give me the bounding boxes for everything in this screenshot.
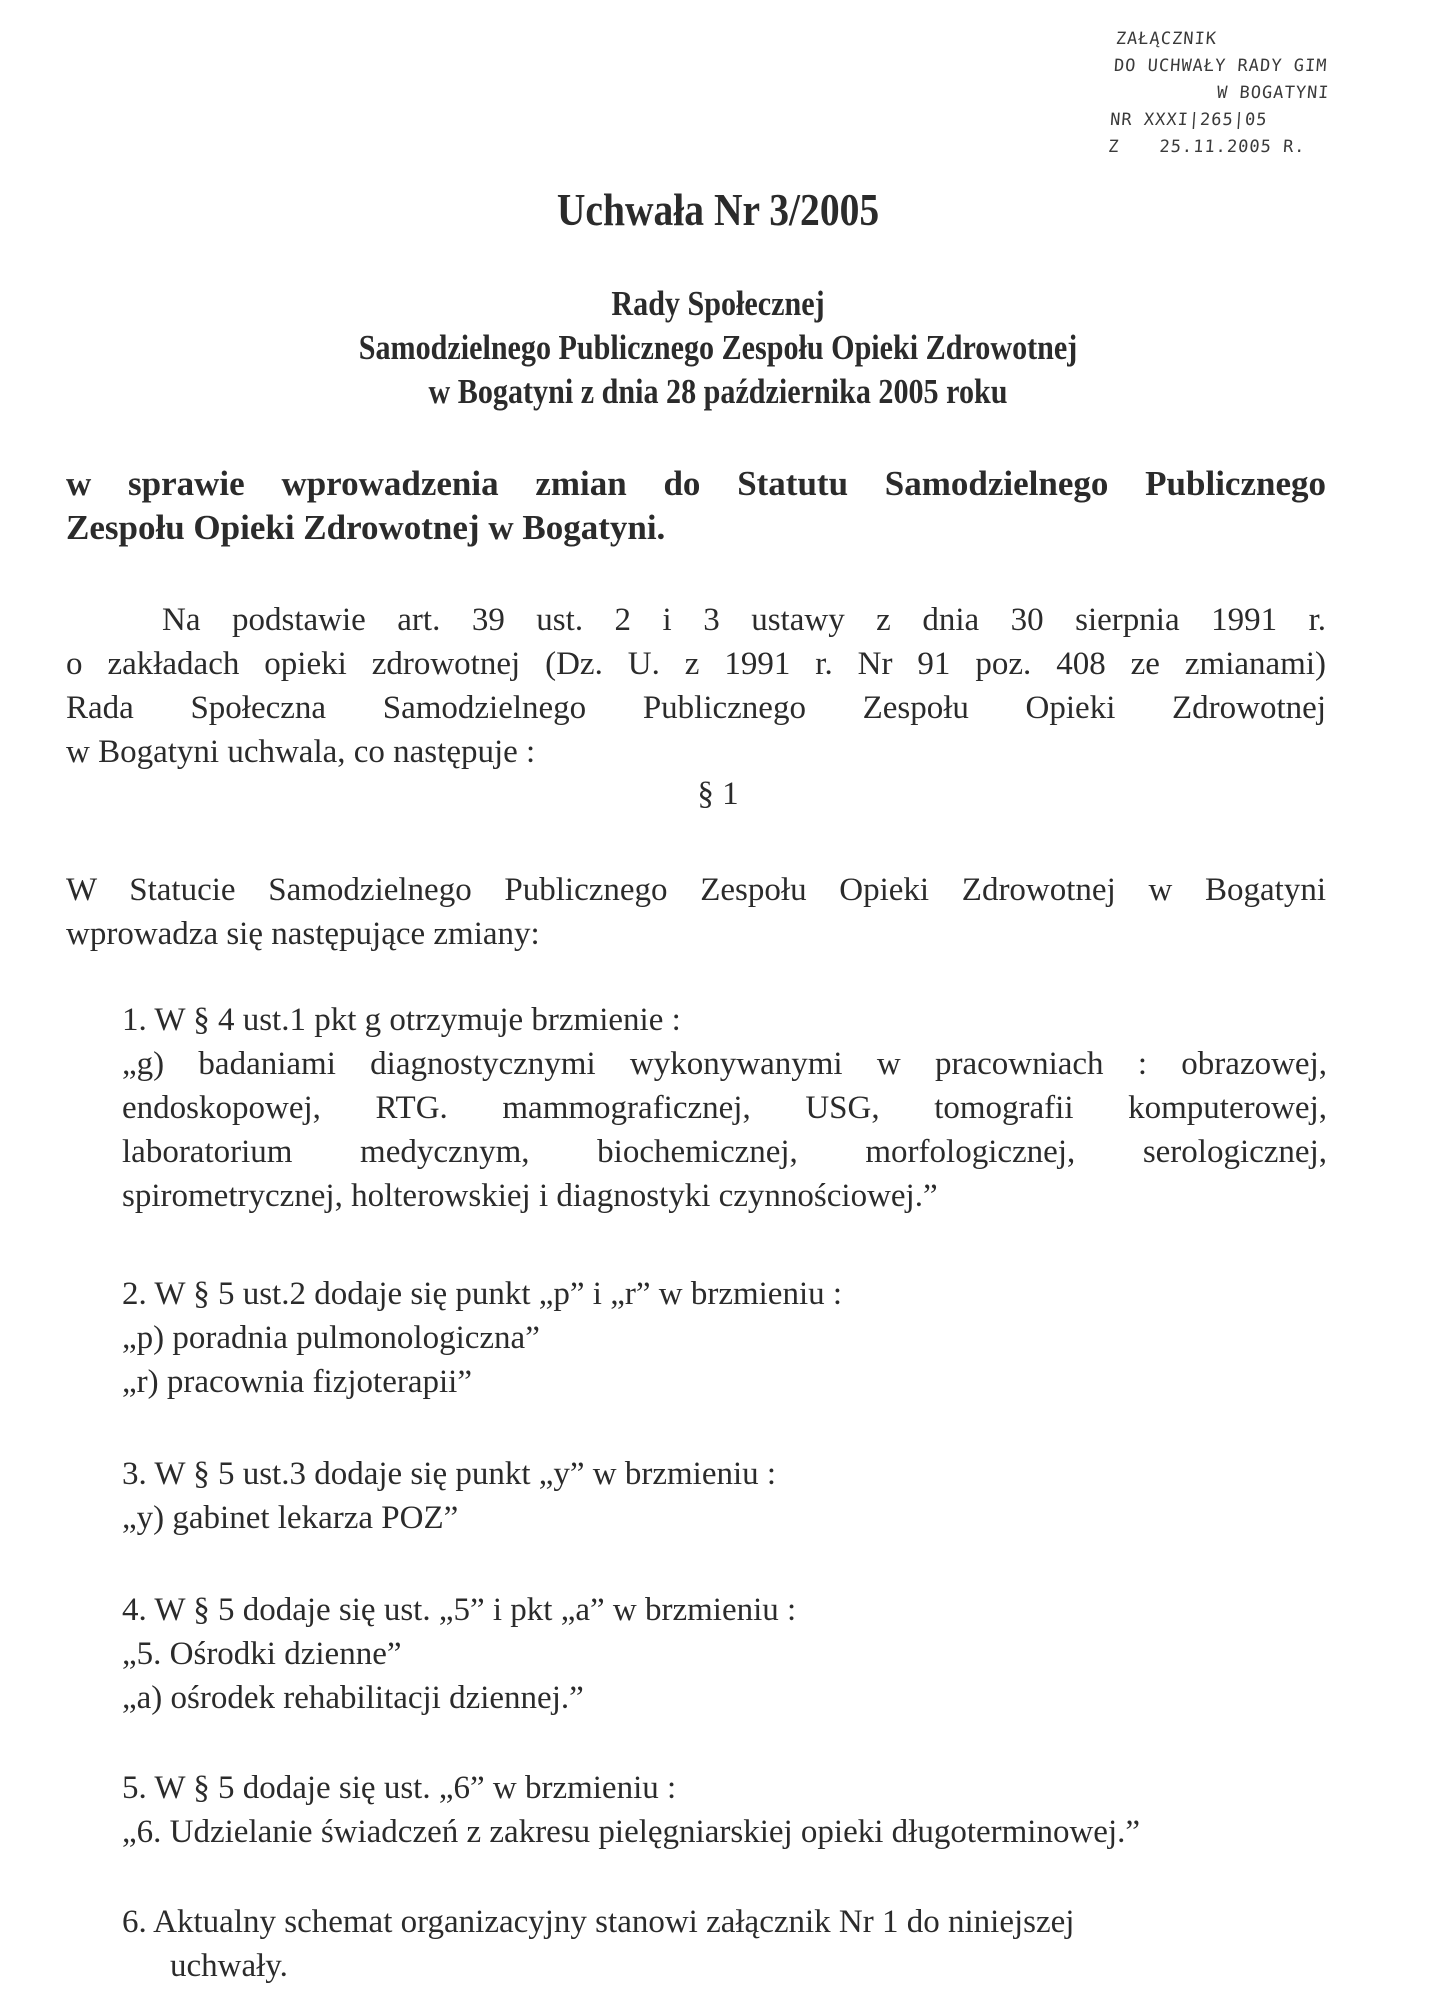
intro-line: wprowadza się następujące zmiany: [66, 916, 540, 952]
amendment-item [122, 1766, 1327, 1854]
subject-line: w sprawie wprowadzenia zmian do Statutu Samodzielnego Publicznego [66, 464, 1326, 503]
annotation-line: W BOGATYNI [1216, 83, 1331, 103]
intro-line: W Statucie Samodzielnego Publicznego Zespołu Opieki Zdrowotnej w Bogatyni [66, 872, 1326, 908]
amendment-item [122, 998, 1327, 1218]
amendment-heading: 4. W § 5 dodaje się ust. „5” i pkt „a” w brzmieniu : [122, 1592, 797, 1628]
annotation-line: Z [1107, 137, 1121, 157]
annotation-date-line [1107, 134, 1429, 161]
amendment-text-line: endoskopowej, RTG. mammograficznej, USG, tomografii komputerowej, [122, 1090, 1327, 1126]
amendment-heading: 3. W § 5 ust.3 dodaje się punkt „y” w brzmieniu : [122, 1456, 777, 1492]
amendment-text-line: laboratorium medycznym, biochemicznej, morfologicznej, serologicznej, [122, 1134, 1327, 1170]
amendment-text-line: „y) gabinet lekarza POZ” [122, 1500, 459, 1536]
basis-line-text: Na podstawie art. 39 ust. 2 i 3 ustawy z dnia 30 sierpnia 1991 r. [162, 602, 1326, 638]
amendment-text-line: spirometrycznej, holterowskiej i diagnostyki czynnościowej.” [122, 1178, 938, 1214]
document-subject [66, 462, 1326, 550]
basis-line: o zakładach opieki zdrowotnej (Dz. U. z 1991 r. Nr 91 poz. 408 ze zmianami) [66, 646, 1326, 682]
amendment-text-line: „5. Ośrodki dzienne” [122, 1636, 402, 1672]
amendment-item [122, 1452, 1327, 1540]
handwritten-annotation [1107, 26, 1436, 161]
amendment-item [122, 1900, 1327, 1988]
amendment-text-line: „g) badaniami diagnostycznymi wykonywanymi w pracowniach : obrazowej, [122, 1046, 1327, 1082]
amendment-text-line: uchwały. [170, 1948, 288, 1984]
amendment-heading: 1. W § 4 ust.1 pkt g otrzymuje brzmienie : [122, 1002, 681, 1038]
amendment-text-line: „a) ośrodek rehabilitacji dziennej.” [122, 1680, 584, 1716]
amendment-heading: 6. Aktualny schemat organizacyjny stanowi załącznik Nr 1 do niniejszej [122, 1904, 1075, 1940]
amendment-heading: 5. W § 5 dodaje się ust. „6” w brzmieniu : [122, 1770, 677, 1806]
annotation-line: NR XXXI|265|05 [1109, 110, 1269, 130]
annotation-line: DO UCHWAŁY RADY GIM [1113, 56, 1329, 76]
amendment-text-line: „p) poradnia pulmonologiczna” [122, 1320, 540, 1356]
subject-line: Zespołu Opieki Zdrowotnej w Bogatyni. [66, 508, 666, 547]
subtitle-line: Rady Społecznej [611, 284, 825, 323]
annotation-line: ZAŁĄCZNIK [1115, 29, 1218, 49]
document-subtitle [101, 282, 1336, 414]
amendment-text-line: „r) pracownia fizjoterapii” [122, 1364, 472, 1400]
basis-line [66, 598, 1326, 642]
subtitle-line: w Bogatyni z dnia 28 października 2005 roku [428, 372, 1008, 411]
subtitle-line: Samodzielnego Publicznego Zespołu Opieki Zdrowotnej [358, 328, 1078, 367]
document-title: Uchwała Nr 3/2005 [556, 184, 880, 235]
amendment-item [122, 1272, 1327, 1404]
basis-line: Rada Społeczna Samodzielnego Publicznego Zespołu Opieki Zdrowotnej [66, 690, 1326, 726]
annotation-date: 25.11.2005 R. [1158, 137, 1307, 157]
legal-basis [66, 598, 1326, 774]
section-mark: § 1 [697, 776, 739, 812]
amendment-heading: 2. W § 5 ust.2 dodaje się punkt „p” i „r” w brzmieniu : [122, 1276, 843, 1312]
amendment-item [122, 1588, 1327, 1720]
section-intro [66, 868, 1326, 956]
basis-line: w Bogatyni uchwala, co następuje : [66, 734, 536, 770]
amendment-text-line: „6. Udzielanie świadczeń z zakresu pielęgniarskiej opieki długoterminowej.” [122, 1814, 1141, 1850]
